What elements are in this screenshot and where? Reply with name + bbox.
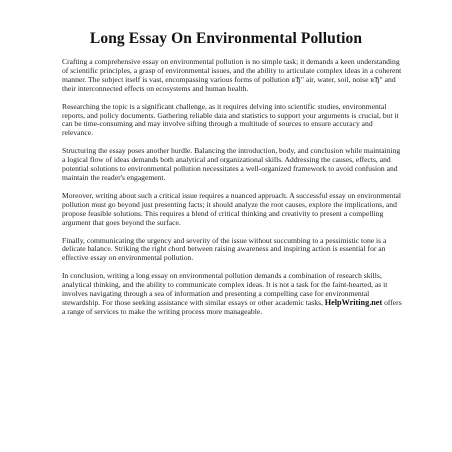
- paragraph-conclusion: [62, 272, 402, 317]
- conclusion-text-before-link: In conclusion, writing a long essay on environmental pollution demands a combination of research skills, analytical thinking, and the ability to communicate complex ideas. It is not a task for the faint-hearted, as it involves navigating through a sea of information and presenting a compelling case for environmental stewardship. For those seeking assistance with similar essays or other academic tasks,: [62, 271, 388, 307]
- document-body: [62, 58, 402, 326]
- document-title: Long Essay On Environmental Pollution: [89, 30, 363, 47]
- paragraph-tone: Finally, communicating the urgency and severity of the issue without succumbing to a pessimistic tone is a delicate balance. Striking the right chord between raising awareness and inspiring action is essential for an effective essay on environmental pollution.: [62, 235, 387, 263]
- conclusion-text-after-link: offers a range of services to make the writing process more manageable.: [62, 297, 402, 316]
- paragraph-research: Researching the topic is a significant challenge, as it requires delving into scientific studies, environmental reports, and policy documents. Gathering reliable data and statistics to support your arguments is crucial, but it can be time-consuming and may involve sifting through a multitude of sources to ensure accuracy and relevance.: [62, 101, 399, 138]
- paragraph-intro: Crafting a comprehensive essay on environmental pollution is no simple task; it demands a keen understanding of scientific principles, a grasp of environmental issues, and the ability to articulate complex ideas in a coherent manner. The subject itself is vast, encompassing various forms of pollution вЂ" air, water, soil, noise вЂ" and their interconnected effects on ecosystems and human health.: [62, 57, 402, 93]
- helpwriting-link[interactable]: HelpWriting.net: [324, 297, 383, 307]
- paragraph-structure: Structuring the essay poses another hurdle. Balancing the introduction, body, and conclusion while maintaining a logical flow of ideas demands both analytical and organizational skills. Addressing the causes, effects, and potential solutions to environmental pollution necessitates a well-organized framework to avoid confusion and maintain the reader's engagement.: [62, 146, 401, 182]
- paragraph-approach: Moreover, writing about such a critical issue requires a nuanced approach. A successful essay on environmental pollution must go beyond just presenting facts; it should analyze the root causes, explore the implications, and propose feasible solutions. This requires a blend of critical thinking and creativity to present a compelling argument that goes beyond the surface.: [62, 190, 401, 227]
